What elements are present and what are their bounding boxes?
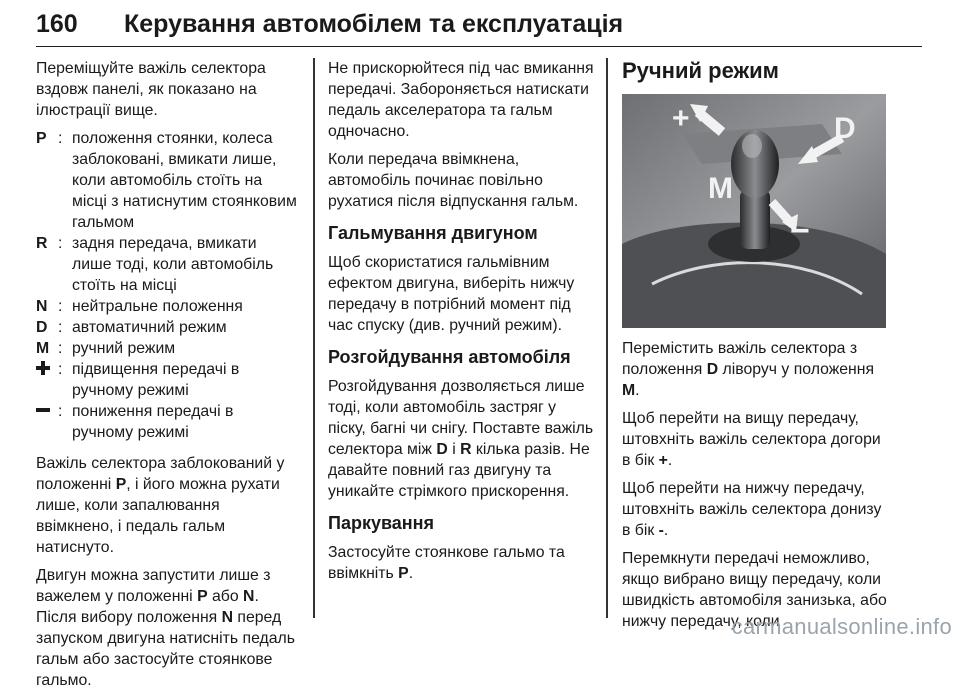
column-divider — [313, 58, 315, 618]
section-heading-rocking: Розгойдування автомобіля — [328, 347, 571, 367]
definition-item — [36, 317, 298, 338]
separator: : — [58, 235, 63, 252]
position-key: P — [36, 130, 47, 147]
separator: : — [58, 319, 63, 336]
downshift-paragraph: Щоб перейти на нижчу передачу, штовхніть важіль селектора донизу в бік -. — [622, 480, 882, 539]
section-heading-parking: Паркування — [328, 513, 435, 533]
definition-text: автоматичний режим — [72, 319, 227, 336]
definition-item — [36, 128, 298, 233]
separator: : — [58, 340, 63, 357]
definition-text: нейтральне положення — [72, 298, 243, 315]
separator: : — [58, 361, 63, 378]
definition-text: задня передача, вмикати лише тоді, коли автомобіль стоїть на місці — [72, 235, 274, 294]
position-key: N — [36, 298, 48, 315]
definition-item — [36, 296, 298, 317]
plus-label: + — [672, 102, 690, 135]
rocking-paragraph: Розгойдування дозволяється лише тоді, коли автомобіль застряг у піску, багні чи снігу. Поставте важіль селектора між D і R кілька разів. Не давайте повний газ двигуну та уникайте стрімкого прискорення. — [328, 378, 594, 500]
separator: : — [58, 130, 63, 147]
position-key: M — [36, 340, 50, 357]
definition-item — [36, 359, 298, 401]
definition-text: ручний режим — [72, 340, 176, 357]
definition-text: підвищення передачі в ручному режимі — [72, 361, 240, 399]
engine-braking-paragraph: Щоб скористатися гальмівним ефектом двигуна, виберіть нижчу передачу в потрібний момент під час спуску (див. ручний режим). — [328, 254, 575, 334]
column-1 — [36, 58, 298, 698]
position-key: R — [36, 235, 48, 252]
section-title-manual-mode: Ручний режим — [622, 58, 779, 83]
definition-text: пониження передачі в ручному режимі — [72, 403, 234, 441]
minus-label: − — [790, 212, 810, 250]
m-label: M — [708, 172, 733, 205]
acceleration-paragraph: Не прискорюйтеся під час вмикання передачі. Забороняється натискати педаль акселератора та гальм одночасно. — [328, 60, 594, 140]
upshift-paragraph: Щоб перейти на вищу передачу, штовхніть важіль селектора догори в бік +. — [622, 410, 881, 469]
column-divider — [606, 58, 608, 618]
selector-positions-list — [36, 128, 298, 443]
separator: : — [58, 298, 63, 315]
shift-restriction-paragraph: Перемкнути передачі неможливо, якщо вибрано вищу передачу, коли швидкість автомобіля занизька, або нижчу передачу, коли — [622, 550, 887, 630]
page-title: Керування автомобілем та експлуатація — [124, 10, 624, 38]
definition-item — [36, 338, 298, 359]
parking-paragraph: Застосуйте стоянкове гальмо та ввімкніть P. — [328, 544, 565, 582]
section-heading-engine-braking: Гальмування двигуном — [328, 223, 538, 243]
column-3 — [622, 58, 892, 639]
intro-paragraph: Переміщуйте важіль селектора вздовж панелі, як показано на ілюстрації вище. — [36, 60, 266, 119]
definition-text: положення стоянки, колеса заблоковані, вмикати лише, коли автомобіль стоїть на місці з натиснутим стоянковим гальмом — [72, 130, 297, 231]
plus-icon — [36, 361, 50, 375]
position-key: D — [36, 319, 48, 336]
lock-paragraph: Важіль селектора заблокований у положенні P, і його можна рухати лише, коли запалювання ввімкнено, і педаль гальм натиснуто. — [36, 455, 285, 556]
d-label: D — [834, 112, 856, 145]
watermark: carmanualsonline.info — [731, 614, 952, 639]
manual-mode-paragraph: Перемістить важіль селектора з положення D ліворуч у положення M. — [622, 340, 875, 399]
definition-item — [36, 233, 298, 296]
gear-selector-photo — [622, 94, 886, 328]
minus-icon — [36, 408, 50, 412]
definition-item — [36, 401, 298, 443]
page-header — [36, 6, 922, 47]
separator: : — [58, 403, 63, 420]
page-number: 160 — [36, 10, 78, 38]
engine-start-paragraph: Двигун можна запустити лише з важелем у положенні P або N. Після вибору положення N перед запуском двигуна натисніть педаль гальм або застосуйте стоянкове гальмо. — [36, 567, 295, 689]
column-2 — [328, 58, 594, 591]
creep-paragraph: Коли передача ввімкнена, автомобіль починає повільно рухатися після відпускання гальм. — [328, 151, 579, 210]
